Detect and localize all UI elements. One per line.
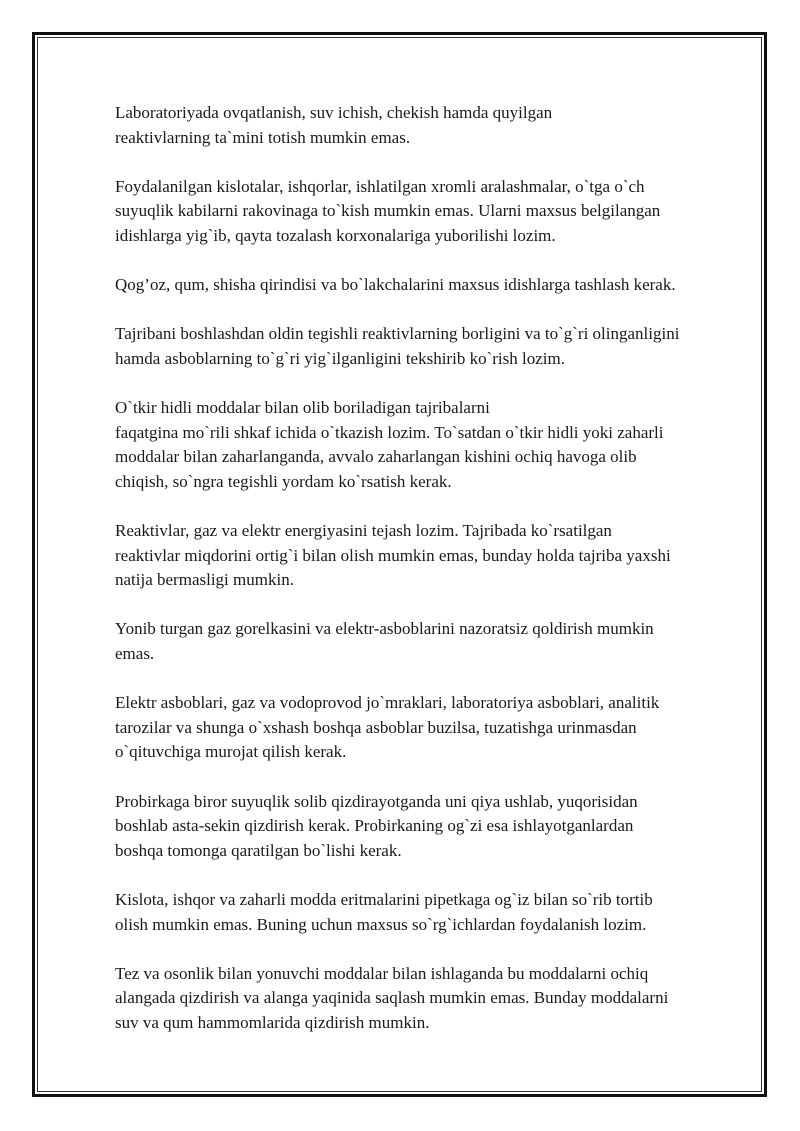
paragraph-fume-hood: O`tkir hidli moddalar bilan olib boriladigan tajribalarni faqatgina mo`rili shkaf ichida o`tkazish lozim. To`satdan o`tkir hidli yoki zaharli moddalar bilan zaharlanganda, avvalo zaharlangan kishini ochiq havoga olib chiqish, so`ngra tegishli yordam ko`rsatish kerak. [115,398,664,491]
paragraph-chemical-disposal: Foydalanilgan kislotalar, ishqorlar, ishlatilgan xromli aralashmalar, o`tga o`ch suyuqlik kabilarni rakovinaga to`kish mumkin emas. Ularni maxsus belgilangan idishlarga yig`ib, qayta tozalash korxonalariga yuborilishi lozim. [115,176,661,245]
paragraph-solid-waste: Qog’oz, qum, shisha qirindisi va bo`lakchalarini maxsus idishlarga tashlash kerak. [115,275,676,295]
paragraph-broken-equipment: Elektr asboblari, gaz va vodoprovod jo`mraklari, laboratoriya asboblari, analitik tarozilar va shunga o`xshash boshqa asboblar buzilsa, tuzatishga urinmasdan o`qituvchiga murojat qilish kerak. [115,693,660,762]
paragraph-pipette-safety: Kislota, ishqor va zaharli modda eritmalarini pipetkaga og`iz bilan so`rib tortib olish mumkin emas. Buning uchun maxsus so`rg`ichlardan foydalanish lozim. [115,890,653,934]
paragraph-pre-experiment-check: Tajribani boshlashdan oldin tegishli reaktivlarning borligini va to`g`ri olinganligini hamda asboblarning to`g`ri yig`ilganligini tekshirib ko`rish lozim. [115,324,680,368]
document-body [115,101,745,1060]
paragraph-resource-saving: Reaktivlar, gaz va elektr energiyasini tejash lozim. Tajribada ko`rsatilgan reaktivlar miqdorini ortig`i bilan olish mumkin emas, bunday holda tajriba yaxshi natija bermasligi mumkin. [115,521,671,590]
paragraph-unattended-burner: Yonib turgan gaz gorelkasini va elektr-asboblarini nazoratsiz qoldirish mumkin emas. [115,619,654,664]
paragraph-food-drink-rule: Laboratoriyada ovqatlanish, suv ichish, chekish hamda quyilgan reaktivlarning ta`mini totish mumkin emas. [115,103,553,147]
paragraph-flammable-substances: Tez va osonlik bilan yonuvchi moddalar bilan ishlaganda bu moddalarni ochiq alangada qizdirish va alanga yaqinida saqlash mumkin emas. Bunday moddalarni suv va qum hammomlarida qizdirish mumkin. [115,963,669,1032]
paragraph-test-tube-heating: Probirkaga biror suyuqlik solib qizdirayotganda uni qiya ushlab, yuqorisidan boshlab asta-sekin qizdirish kerak. Probirkaning og`zi esa ishlayotganlardan boshqa tomonga qaratilgan bo`lishi kerak. [115,791,638,860]
